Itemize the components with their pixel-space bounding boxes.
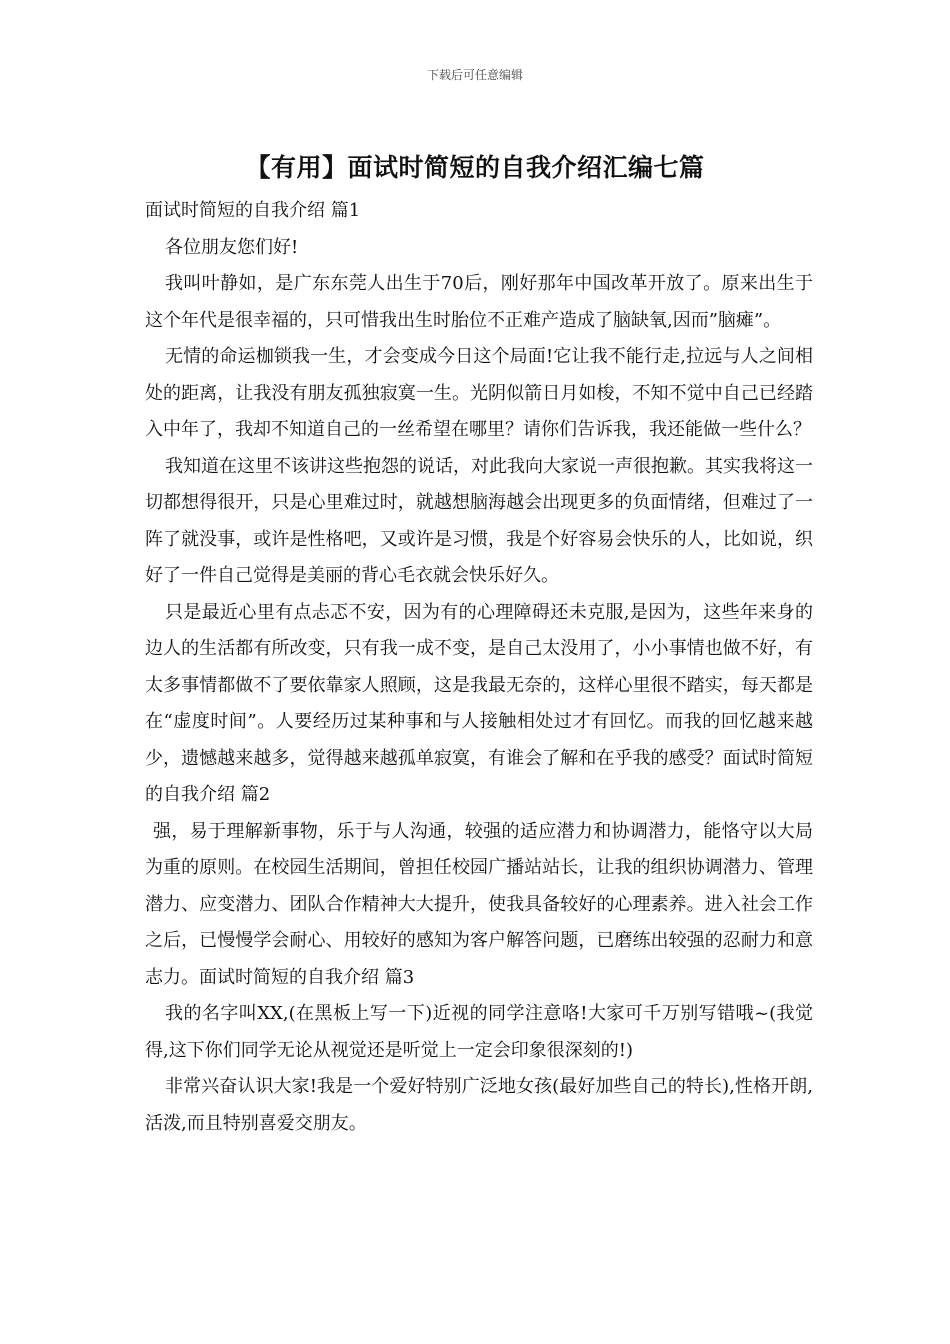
paragraph: 我的名字叫XX,(在黑板上写一下)近视的同学注意咯!大家可千万别写错哦~(我觉得,这下你们同学无论从视觉还是听觉上一定会印象很深刻的!): [145, 1003, 813, 1061]
paragraph: 无情的命运枷锁我一生，才会变成今日这个局面!它让我不能行走,拉远与人之间相处的距离，让我没有朋友孤独寂寞一生。光阴似箭日月如梭，不知不觉中自己已经踏入中年了，我却不知道自己的一丝希望在哪里？请你们告诉我，我还能做一些什么？: [145, 346, 813, 440]
section-heading: 面试时简短的自我介绍 篇1: [145, 200, 361, 221]
paragraph: 我知道在这里不该讲这些抱怨的说话，对此我向大家说一声很抱歉。其实我将这一切都想得很开，只是心里难过时，就越想脑海越会出现更多的负面情绪，但难过了一阵了就没事，或许是性格吧，又或许是习惯，我是个好容易会快乐的人，比如说，织好了一件自己觉得是美丽的背心毛衣就会快乐好久。: [145, 455, 813, 586]
paragraph: 强，易于理解新事物，乐于与人沟通，较强的适应潜力和协调潜力，能恪守以大局为重的原则。在校园生活期间，曾担任校园广播站站长，让我的组织协调潜力、管理潜力、应变潜力、团队合作精神大大提升，使我具备较好的心理素养。进入社会工作之后，已慢慢学会耐心、用较好的感知为客户解答问题，已磨练出较强的忍耐力和意志力。面试时简短的自我介绍 篇3: [145, 820, 813, 988]
document-title: 【有用】面试时简短的自我介绍汇编七篇: [245, 153, 705, 182]
paragraph: 我叫叶静如，是广东东莞人出生于70后，刚好那年中国改革开放了。原来出生于这个年代是很幸福的，只可惜我出生时胎位不正难产造成了脑缺氧,因而”脑瘫”。: [145, 273, 813, 331]
header-note: 下载后可任意编辑: [426, 68, 523, 82]
paragraph: 非常兴奋认识大家!我是一个爱好特别广泛地女孩(最好加些自己的特长),性格开朗,活泼,而且特别喜爱交朋友。: [145, 1076, 813, 1134]
paragraph: 只是最近心里有点忐忑不安，因为有的心理障碍还未克服,是因为，这些年来身的边人的生活都有所改变，只有我一成不变，是自己太没用了，小小事情也做不好，有太多事情都做不了要依靠家人照顾，这是我最无奈的，这样心里很不踏实，每天都是在“虚度时间”。人要经历过某种事和与人接触相处过才有回忆。而我的回忆越来越少，遗憾越来越多，觉得越来越孤单寂寞，有谁会了解和在乎我的感受？面试时简短的自我介绍 篇2: [145, 601, 813, 805]
paragraph: 各位朋友您们好!: [165, 236, 299, 258]
document-body: [145, 193, 813, 1142]
